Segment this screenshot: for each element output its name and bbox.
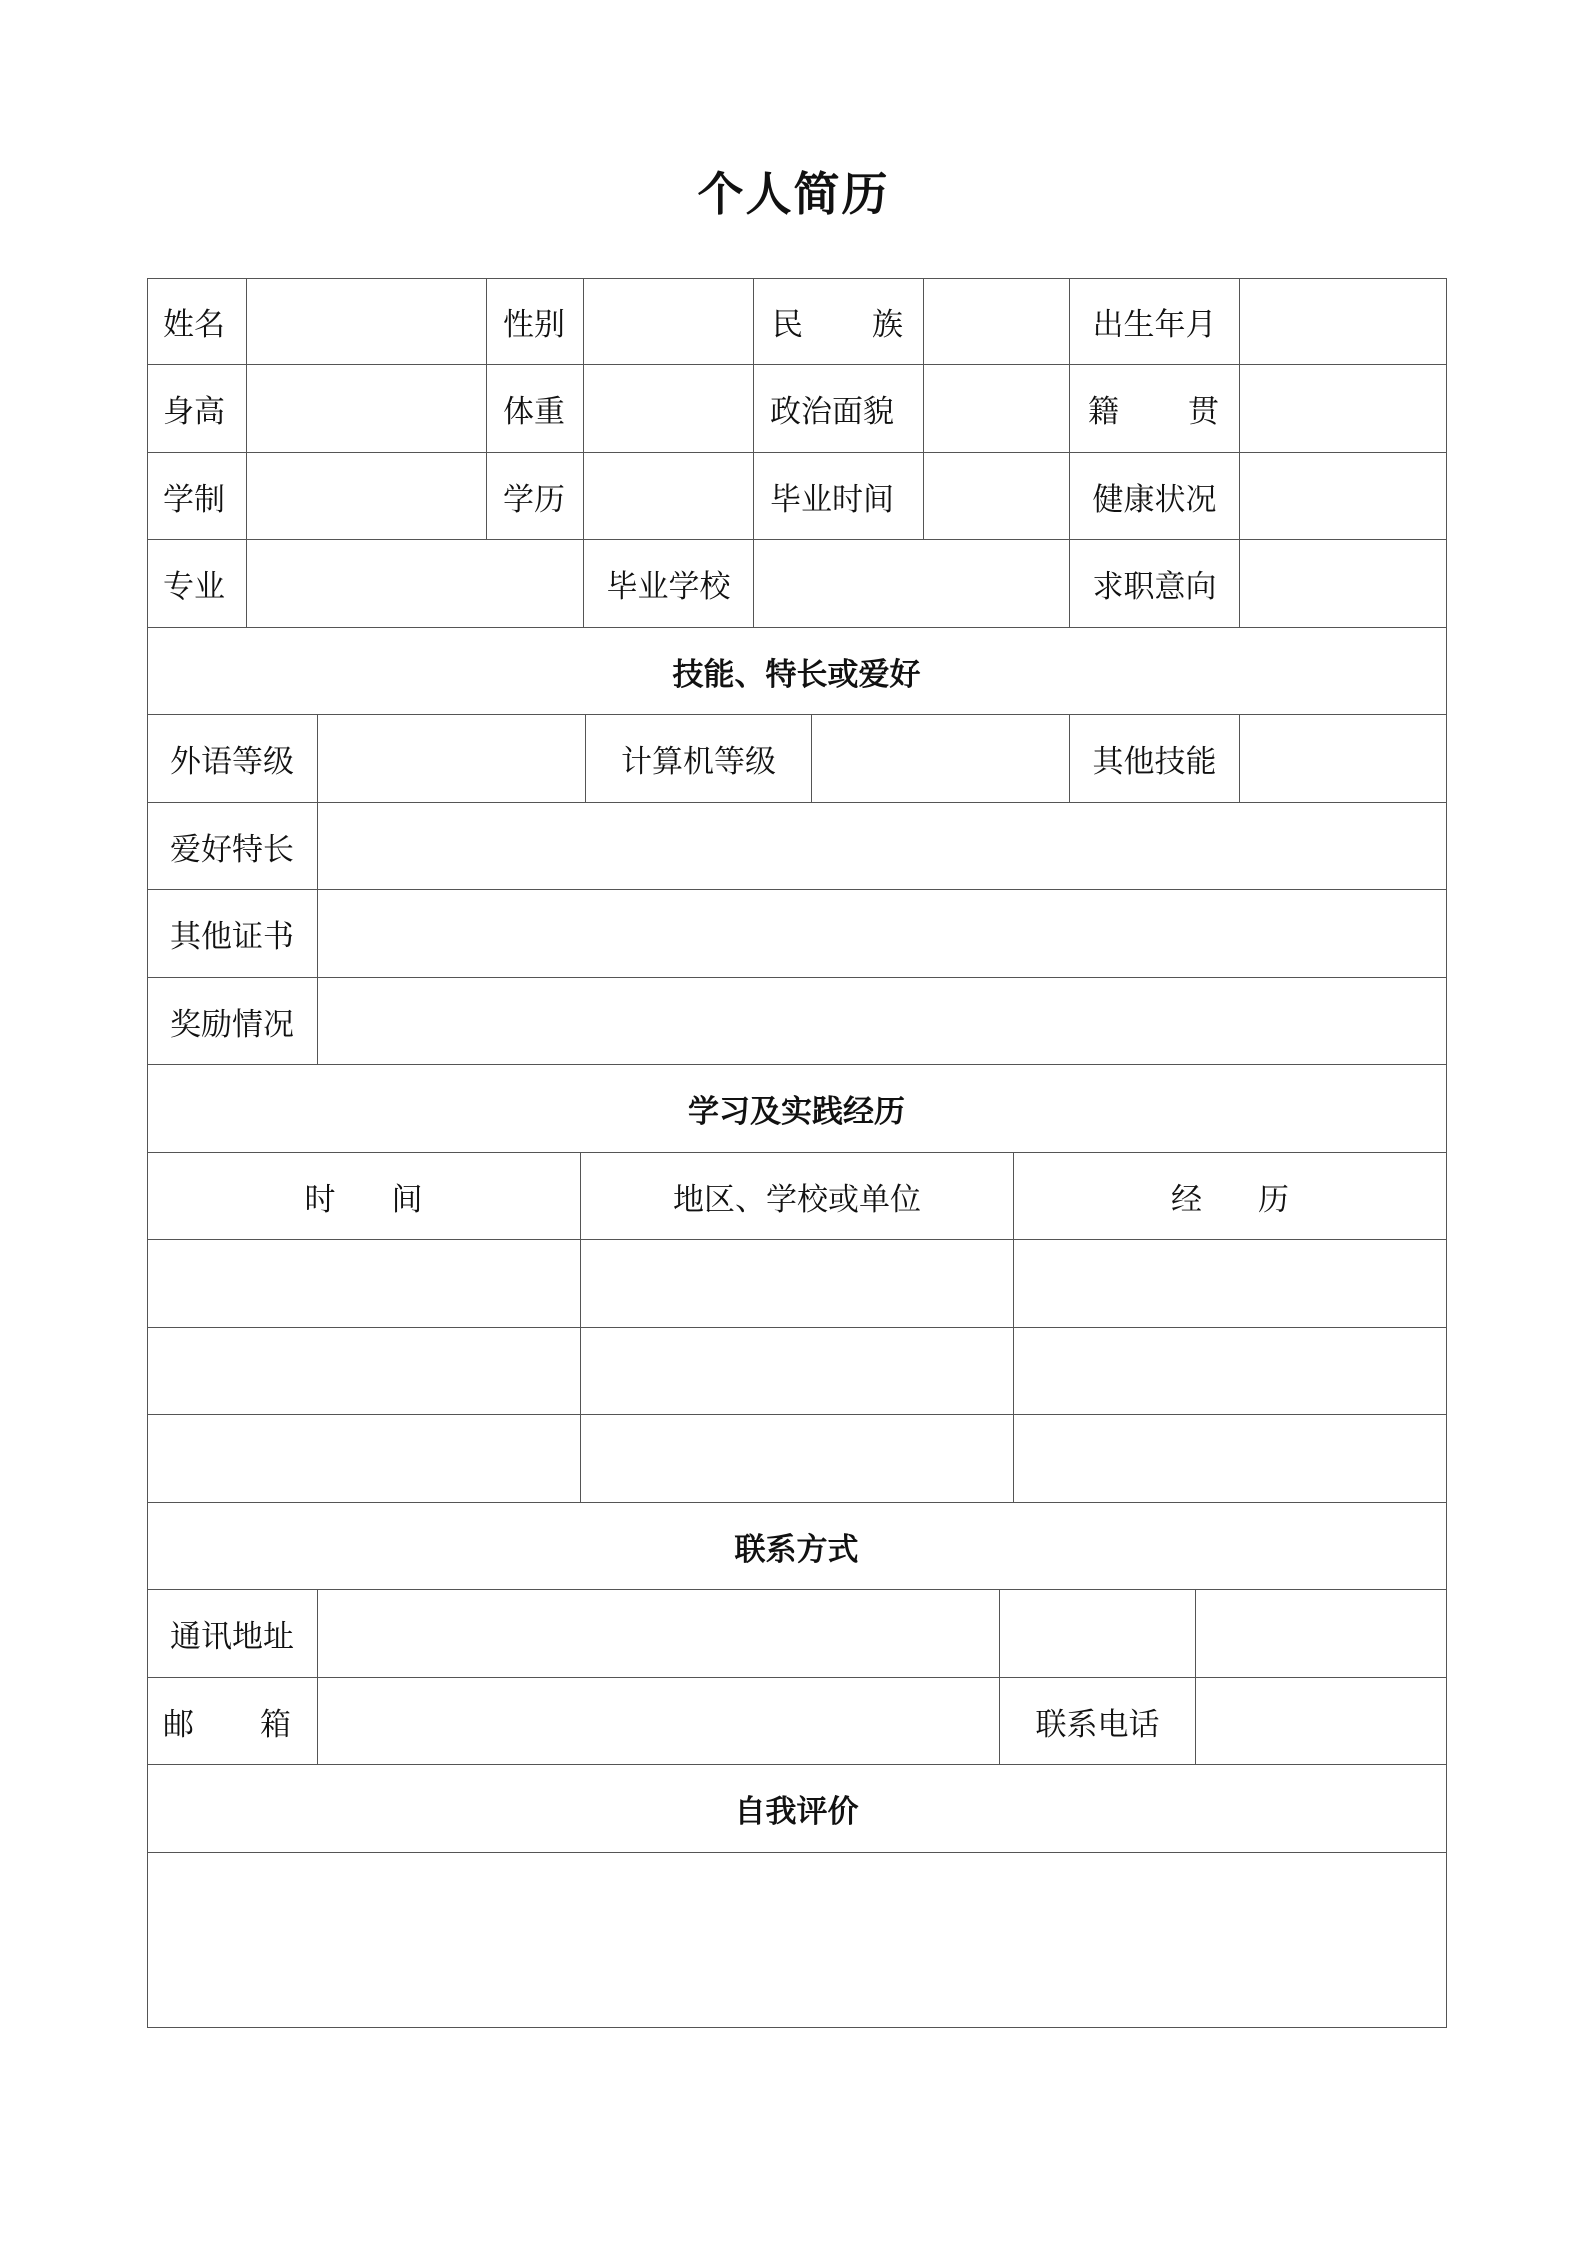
height-label: 身高: [147, 365, 247, 453]
major-value[interactable]: [247, 540, 584, 628]
school-value[interactable]: [754, 540, 1070, 628]
ethnicity-value[interactable]: [924, 278, 1070, 365]
col-exp-a: 经: [1171, 1181, 1202, 1218]
exp-row-2-place[interactable]: [581, 1328, 1014, 1415]
native-place-value[interactable]: [1240, 365, 1447, 453]
native-label-a: 籍: [1088, 394, 1119, 430]
schooling-value[interactable]: [247, 453, 487, 540]
degree-label: 学历: [487, 453, 584, 540]
job-intent-label: 求职意向: [1070, 540, 1240, 628]
phone-label: 联系电话: [1000, 1678, 1196, 1765]
other-skills-value[interactable]: [1240, 715, 1447, 803]
email-value[interactable]: [318, 1678, 1000, 1765]
experience-section-title: 学习及实践经历: [147, 1065, 1447, 1153]
email-label-a: 邮: [163, 1706, 194, 1743]
resume-table: [147, 278, 1447, 2028]
job-intent-value[interactable]: [1240, 540, 1447, 628]
phone-value[interactable]: [1196, 1678, 1447, 1765]
awards-value[interactable]: [318, 978, 1447, 1065]
name-value[interactable]: [247, 278, 487, 365]
degree-value[interactable]: [584, 453, 754, 540]
contact-section-title: 联系方式: [147, 1503, 1447, 1590]
school-label: 毕业学校: [584, 540, 754, 628]
native-place-label: [1070, 365, 1240, 453]
exp-row-1-time[interactable]: [147, 1240, 581, 1328]
self-eval-value[interactable]: [147, 1853, 1447, 2028]
address-value[interactable]: [318, 1590, 1000, 1678]
graduation-time-label: 毕业时间: [754, 453, 924, 540]
hobbies-value[interactable]: [318, 803, 1447, 890]
email-label: [147, 1678, 318, 1765]
certificates-label: 其他证书: [147, 890, 318, 978]
birth-label: 出生年月: [1070, 278, 1240, 365]
ethnicity-label: [754, 278, 924, 365]
other-skills-label: 其他技能: [1070, 715, 1240, 803]
col-exp-b: 历: [1258, 1181, 1289, 1218]
address-label: 通讯地址: [147, 1590, 318, 1678]
ethnicity-label-a: 民: [772, 306, 803, 343]
health-label: 健康状况: [1070, 453, 1240, 540]
language-level-label: 外语等级: [147, 715, 318, 803]
address-extra-value[interactable]: [1196, 1590, 1447, 1678]
page-title: 个人简历: [697, 167, 890, 221]
ethnicity-label-b: 族: [872, 306, 903, 343]
awards-label: 奖励情况: [147, 978, 318, 1065]
exp-row-2-detail[interactable]: [1014, 1328, 1447, 1415]
health-value[interactable]: [1240, 453, 1447, 540]
col-place-header: 地区、学校或单位: [581, 1153, 1014, 1240]
col-time-b: 间: [391, 1181, 423, 1218]
skills-section-title: 技能、特长或爱好: [147, 628, 1447, 715]
politics-value[interactable]: [924, 365, 1070, 453]
exp-row-3-time[interactable]: [147, 1415, 581, 1503]
gender-value[interactable]: [584, 278, 754, 365]
self-eval-section-title: 自我评价: [147, 1765, 1447, 1853]
computer-level-label: 计算机等级: [586, 715, 812, 803]
address-extra-label: [1000, 1590, 1196, 1678]
gender-label: 性别: [487, 278, 584, 365]
weight-value[interactable]: [584, 365, 754, 453]
hobbies-label: 爱好特长: [147, 803, 318, 890]
exp-row-1-detail[interactable]: [1014, 1240, 1447, 1328]
name-label: 姓名: [147, 278, 247, 365]
politics-label: 政治面貌: [754, 365, 924, 453]
email-label-b: 箱: [260, 1706, 291, 1743]
height-value[interactable]: [247, 365, 487, 453]
exp-row-3-place[interactable]: [581, 1415, 1014, 1503]
certificates-value[interactable]: [318, 890, 1447, 978]
exp-row-3-detail[interactable]: [1014, 1415, 1447, 1503]
exp-row-1-place[interactable]: [581, 1240, 1014, 1328]
col-time-header: [147, 1153, 581, 1240]
graduation-time-value[interactable]: [924, 453, 1070, 540]
schooling-label: 学制: [147, 453, 247, 540]
weight-label: 体重: [487, 365, 584, 453]
col-time-a: 时: [304, 1181, 336, 1218]
exp-row-2-time[interactable]: [147, 1328, 581, 1415]
language-level-value[interactable]: [318, 715, 586, 803]
birth-value[interactable]: [1240, 278, 1447, 365]
col-experience-header: [1014, 1153, 1447, 1240]
major-label: 专业: [147, 540, 247, 628]
native-label-b: 贯: [1188, 394, 1219, 430]
computer-level-value[interactable]: [812, 715, 1070, 803]
